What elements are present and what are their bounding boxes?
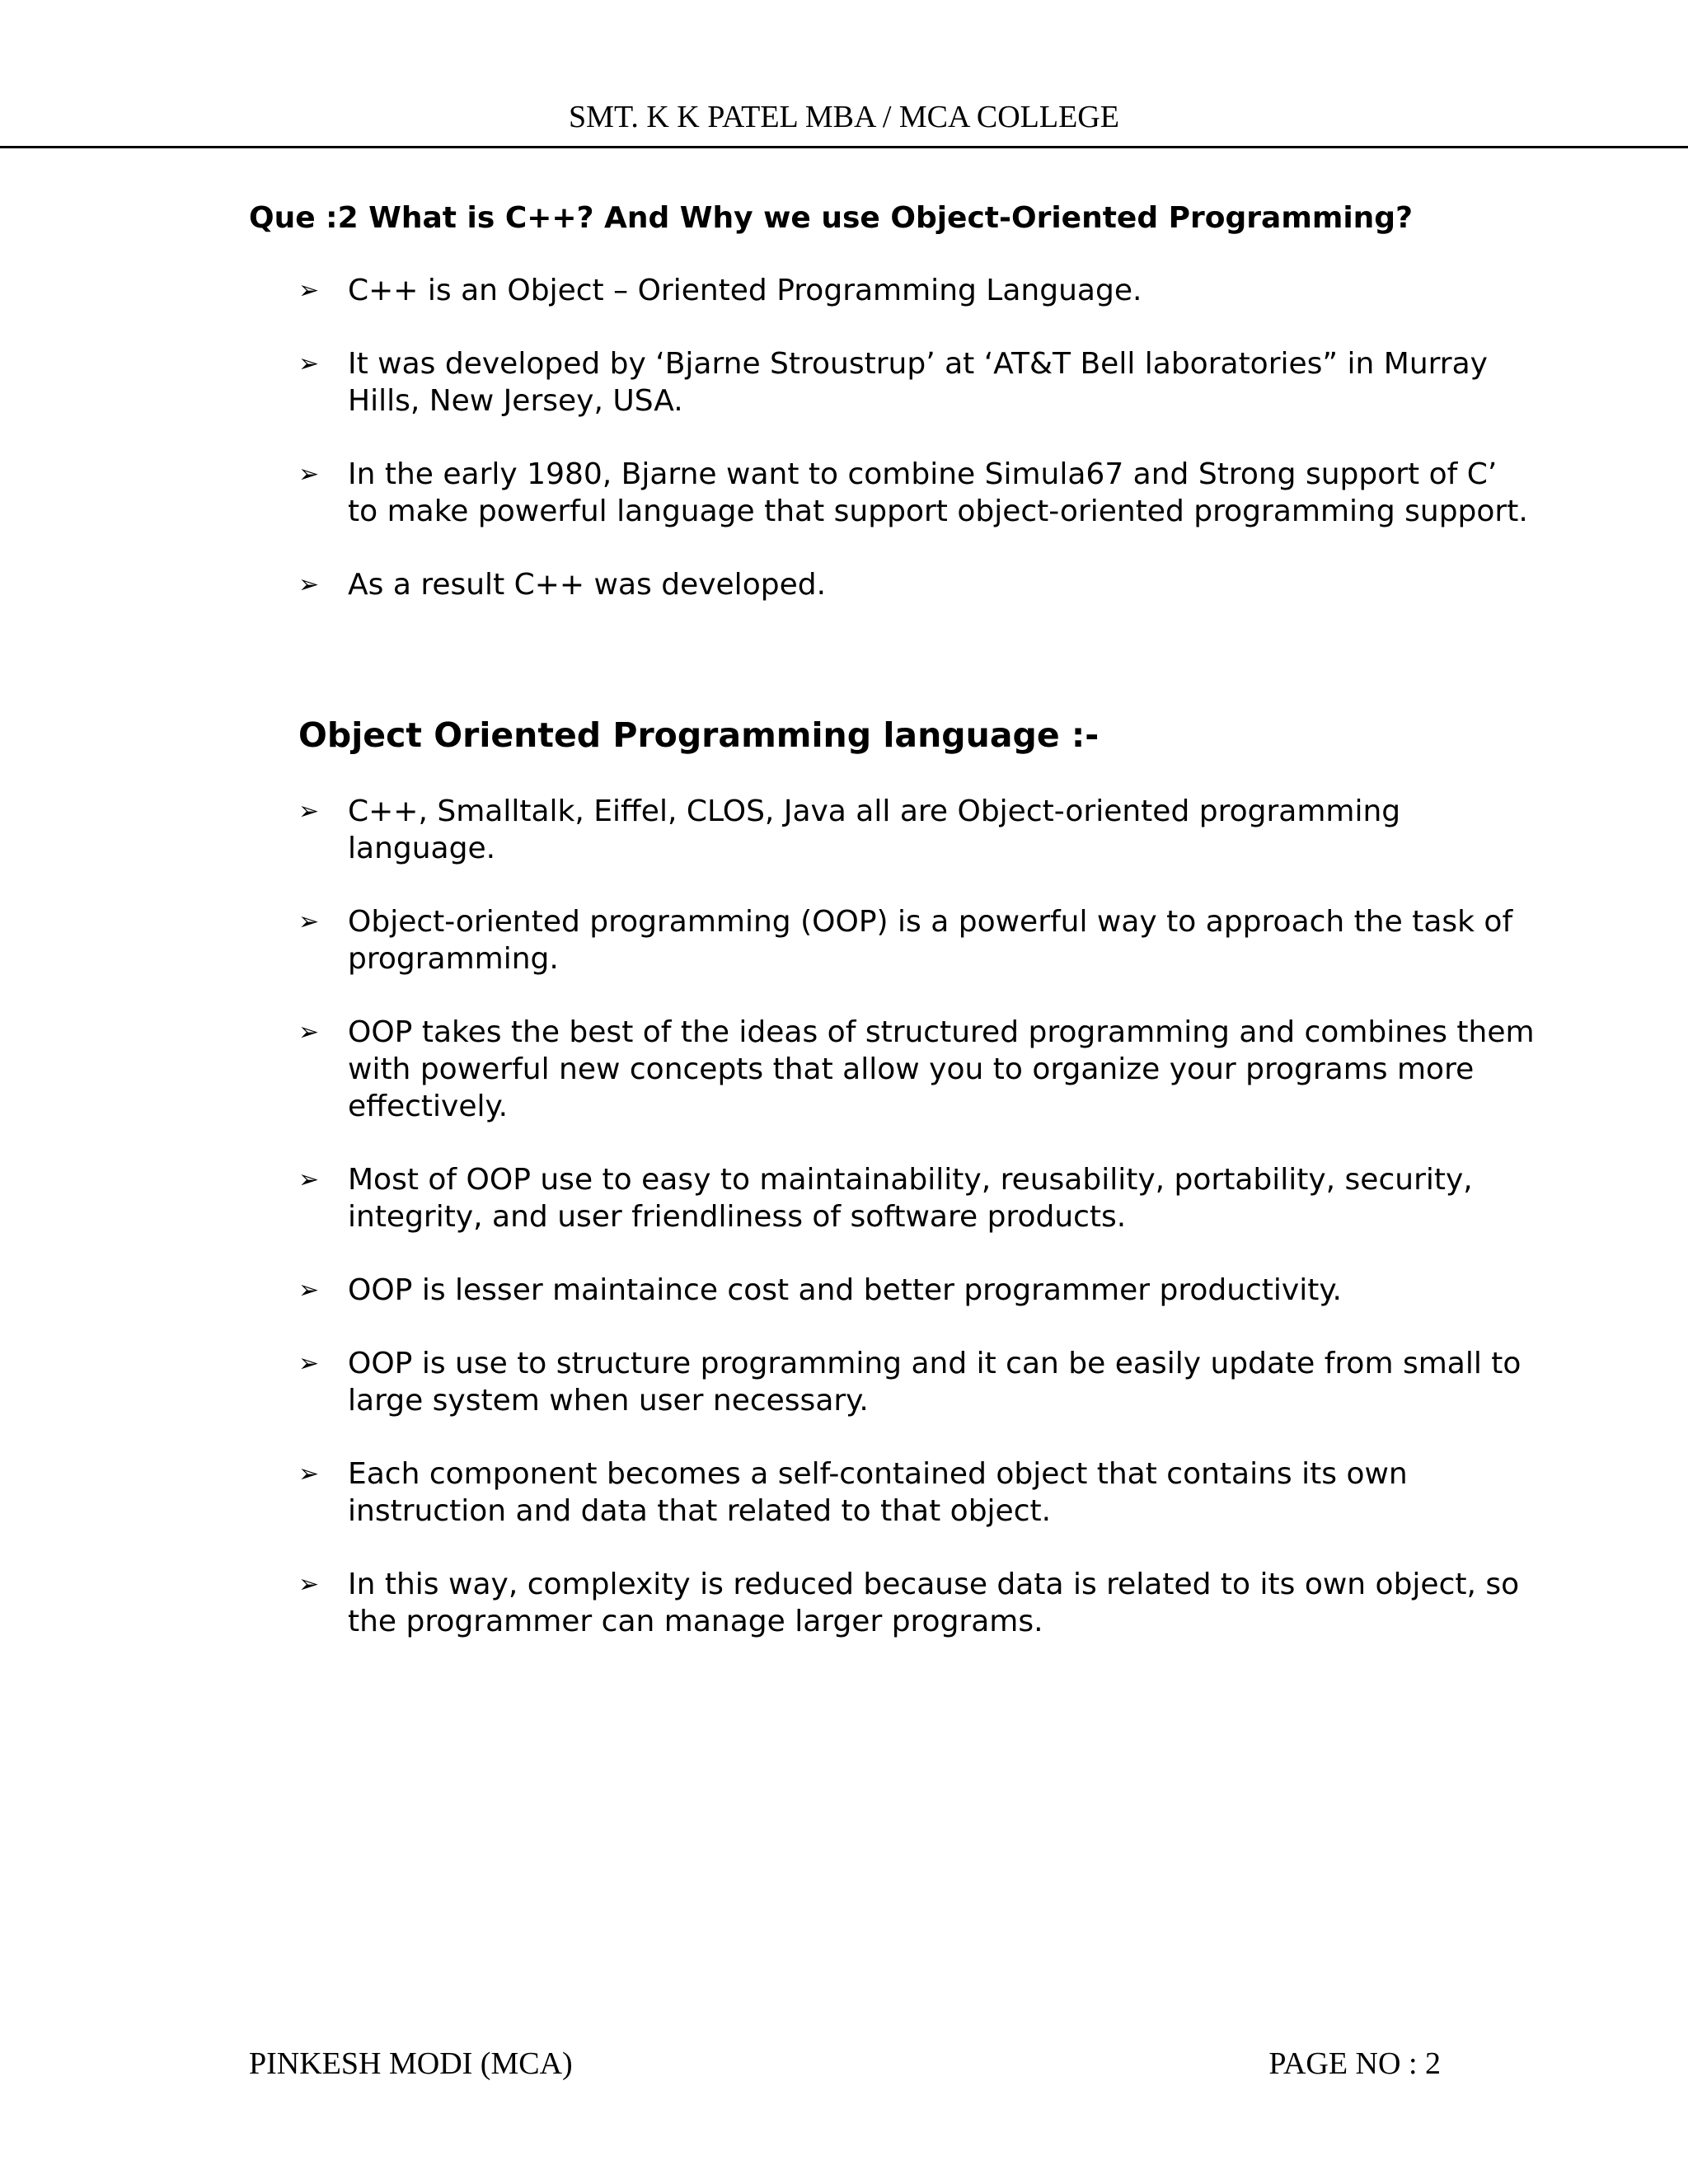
list-item [298, 793, 1535, 867]
arrowhead-bullet-icon: ➢ [298, 460, 320, 489]
page-header: SMT. K K PATEL MBA / MCA COLLEGE [569, 100, 1119, 134]
list-item [298, 1566, 1535, 1640]
header-divider [0, 146, 1688, 148]
list-item-text: OOP is lesser maintaince cost and better programmer productivity. [348, 1273, 1342, 1307]
list-item-text: OOP takes the best of the ideas of structured programming and combines them with powerful new concepts that allow you to organize your programs more effectively. [348, 1015, 1535, 1123]
footer-author: PINKESH MODI (MCA) [249, 2046, 573, 2081]
list-item-text: It was developed by ‘Bjarne Stroustrup’ at ‘AT&T Bell laboratories” in Murray Hills, New Jersey, USA. [348, 347, 1488, 418]
list-item-text: C++ is an Object – Oriented Programming Language. [348, 274, 1142, 307]
list-item [298, 272, 1535, 309]
arrowhead-bullet-icon: ➢ [298, 1276, 320, 1305]
arrowhead-bullet-icon: ➢ [298, 1349, 320, 1378]
arrowhead-bullet-icon: ➢ [298, 276, 320, 305]
list-item-text: Object-oriented programming (OOP) is a powerful way to approach the task of programming. [348, 905, 1513, 976]
list-item [298, 903, 1535, 977]
list-item [298, 1272, 1535, 1309]
list-item-text: Each component becomes a self-contained object that contains its own instruction and data that related to that object. [348, 1457, 1408, 1528]
list-item-text: As a result C++ was developed. [348, 568, 827, 602]
question-title: Que :2 What is C++? And Why we use Object-Oriented Programming? [249, 201, 1413, 235]
list-item [298, 1161, 1535, 1235]
oop-list [298, 793, 1535, 1676]
list-item [298, 345, 1535, 419]
list-item-text: In the early 1980, Bjarne want to combine Simula67 and Strong support of C’ to make powerful language that support object-oriented programming support. [348, 457, 1528, 528]
list-item-text: In this way, complexity is reduced because data is related to its own object, so the programmer can manage larger programs. [348, 1568, 1520, 1638]
list-item [298, 1455, 1535, 1530]
list-item [298, 1014, 1535, 1125]
footer-page-number: PAGE NO : 2 [1268, 2046, 1441, 2081]
arrowhead-bullet-icon: ➢ [298, 1570, 320, 1599]
arrowhead-bullet-icon: ➢ [298, 907, 320, 936]
arrowhead-bullet-icon: ➢ [298, 797, 320, 826]
section-heading: Object Oriented Programming language :- [298, 715, 1100, 755]
arrowhead-bullet-icon: ➢ [298, 349, 320, 378]
list-item [298, 1345, 1535, 1419]
arrowhead-bullet-icon: ➢ [298, 570, 320, 599]
intro-list [298, 272, 1535, 640]
list-item-text: Most of OOP use to easy to maintainability, reusability, portability, security, integrity, and user friendliness of software products. [348, 1163, 1473, 1234]
arrowhead-bullet-icon: ➢ [298, 1165, 320, 1194]
list-item-text: OOP is use to structure programming and it can be easily update from small to large system when user necessary. [348, 1347, 1522, 1418]
list-item [298, 456, 1535, 530]
list-item-text: C++, Smalltalk, Eiffel, CLOS, Java all are Object-oriented programming language. [348, 794, 1401, 865]
arrowhead-bullet-icon: ➢ [298, 1018, 320, 1047]
list-item [298, 566, 1535, 603]
arrowhead-bullet-icon: ➢ [298, 1460, 320, 1488]
